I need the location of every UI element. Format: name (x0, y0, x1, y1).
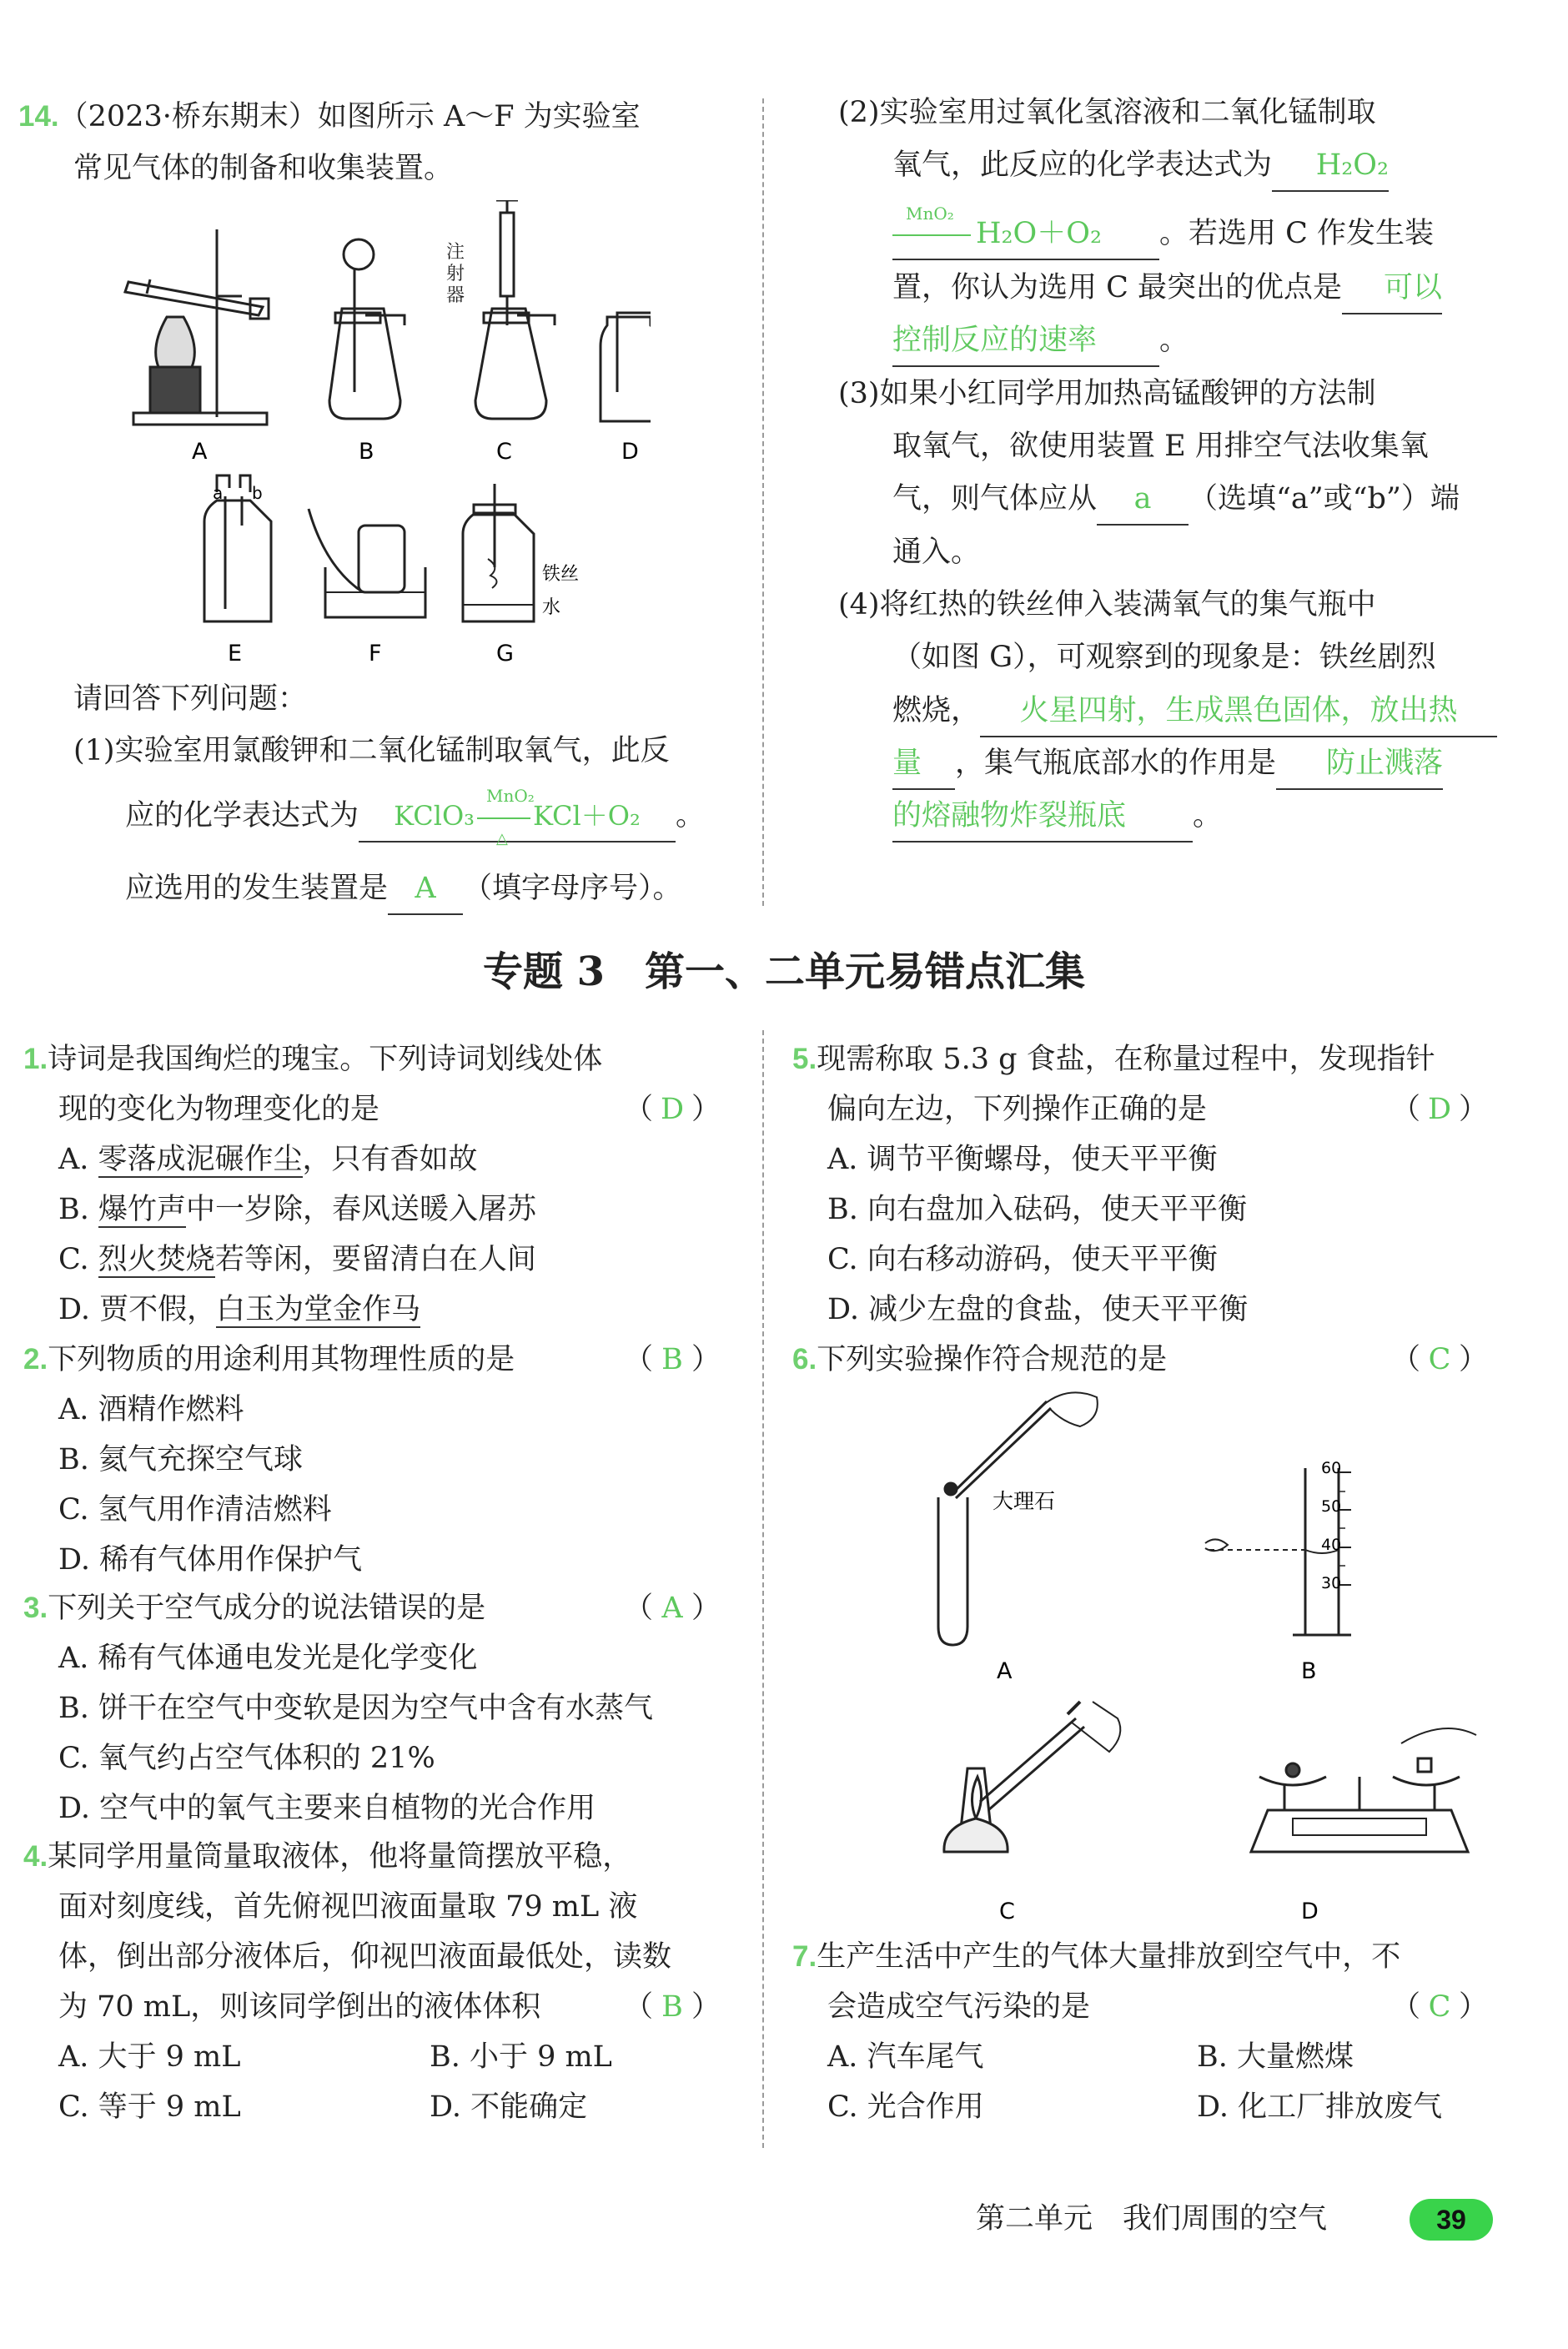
q6-operations-figure (901, 1385, 1501, 1927)
q14-part1-catalyst: MnO₂ (486, 786, 535, 806)
q14-part1-end: 。 (676, 799, 706, 832)
q1-option-c-underlined: 烈火焚烧 (98, 1243, 215, 1276)
q1-option-b-underlined: 爆竹声 (98, 1193, 186, 1226)
q6-label-marble: 大理石 (993, 1489, 1056, 1513)
q1-option-c (58, 1235, 536, 1285)
q5-stem-1 (792, 1034, 1435, 1084)
q5-stem-2: 偏向左边，下列操作正确的是 (827, 1093, 1208, 1126)
q14-label-e: E (228, 641, 243, 666)
q1-option-d (58, 1285, 420, 1335)
q14-part3-line3b: （选填“a”或“b”）端 (1189, 482, 1460, 516)
q6-tick-60: 60 (1321, 1459, 1342, 1477)
apparatus-a (125, 229, 269, 425)
q14-part4-line3 (892, 686, 1497, 737)
q3-number: 3. (23, 1592, 48, 1624)
q1-option-b-pre: B. (58, 1193, 98, 1226)
q6-number: 6. (792, 1343, 817, 1376)
q14-line1 (18, 92, 641, 142)
q5-option-a: A. 调节平衡螺母，使天平平衡 (827, 1143, 1218, 1176)
q14-part2-answer-b: H₂O＋O₂ (976, 217, 1102, 250)
q14-part1-heat: △ (496, 830, 508, 848)
q3-answer: A (661, 1592, 683, 1625)
q7-option-c: C. 光合作用 (827, 2090, 984, 2124)
q14-part1-answer2: A (388, 863, 463, 915)
q14-part2-answer-blank (892, 204, 1159, 260)
q1-option-a-post: ，只有香如故 (302, 1143, 478, 1176)
q14-part4-line4 (892, 738, 1443, 790)
q6-label-b: B (1301, 1658, 1317, 1684)
q1-option-b-post: 中一岁除，春风送暖入屠苏 (186, 1193, 537, 1226)
q14-part2-answer2a: 可以 (1342, 263, 1442, 314)
q6-fig-a (938, 1392, 1098, 1645)
q6-label-d: D (1301, 1899, 1319, 1924)
q1-option-a (58, 1134, 478, 1185)
q1-stem-1 (23, 1034, 602, 1084)
q6-tick-50: 50 (1321, 1497, 1342, 1516)
q4-stem-2: 面对刻度线，首先俯视凹液面量取 79 mL 液 (58, 1890, 638, 1924)
footer-title: 我们周围的空气 (1123, 2202, 1328, 2236)
q1-stem-2: 现的变化为物理变化的是 (58, 1093, 380, 1126)
q14-part4-line5 (892, 791, 1222, 843)
q2-option-c: C. 氢气用作清洁燃料 (58, 1493, 332, 1527)
q14-part4-line4a: ，集气瓶底部水的作用是 (955, 747, 1277, 780)
q1-option-d-pre: D. 贾不假， (58, 1293, 217, 1326)
q5-answer: D (1427, 1093, 1452, 1126)
q6-answer: C (1428, 1343, 1451, 1376)
q4-answer: B (661, 1990, 683, 2024)
q14-stem-1: （2023·桥东期末）如图所示 A～F 为实验室 (58, 100, 641, 133)
q14-part3-line4: 通入。 (892, 536, 981, 569)
q7-option-a: A. 汽车尾气 (827, 2040, 984, 2074)
q14-part1-line3b: （填字母序号）。 (463, 872, 682, 905)
q4-option-a: A. 大于 9 mL (58, 2040, 241, 2074)
q14-part3-answer: a (1097, 474, 1189, 526)
q4-stem-3: 体，倒出部分液体后，仰视凹液面最低处，读数 (58, 1940, 672, 1974)
q6-fig-d (1251, 1728, 1476, 1852)
q14-port-b: b (252, 483, 263, 503)
q14-part2-line5 (892, 315, 1189, 367)
q2-answer-bracket: （ B ） (624, 1335, 721, 1385)
q14-label-c: C (496, 439, 512, 465)
q7-option-b: B. 大量燃煤 (1197, 2040, 1354, 2074)
apparatus-c (475, 200, 555, 419)
q4-option-c: C. 等于 9 mL (58, 2090, 241, 2124)
q1-stem-text-1: 诗词是我国绚烂的瑰宝。下列诗词划线处体 (48, 1043, 603, 1076)
q2-option-d: D. 稀有气体用作保护气 (58, 1543, 363, 1577)
q14-part2-line4-text: 置，你认为选用 C 最突出的优点是 (892, 271, 1343, 304)
q7-stem-text-1: 生产生活中产生的气体大量排放到空气中，不 (817, 1940, 1401, 1974)
q14-label-g: G (496, 641, 514, 666)
q6-tick-30: 30 (1321, 1574, 1342, 1592)
q14-part2-line3 (892, 204, 1435, 260)
q14-part4-answer1a: 火星四射，生成黑色固体，放出热 (980, 686, 1497, 737)
q14-label-d: D (621, 439, 639, 465)
q14-label-b: B (359, 439, 374, 465)
q6-tick-40: 40 (1321, 1536, 1342, 1554)
q14-part3-line3a: 气，则气体应从 (892, 482, 1098, 516)
q2-answer: B (661, 1343, 683, 1376)
section-title: 专题 3 第一、二单元易错点汇集 (482, 948, 1086, 995)
q2-option-b: B. 氦气充探空气球 (58, 1443, 303, 1476)
q4-stem-1 (23, 1832, 631, 1882)
q3-option-b: B. 饼干在空气中变软是因为空气中含有水蒸气 (58, 1692, 653, 1725)
q7-answer-bracket: （ C ） (1391, 1982, 1488, 2032)
q14-part4-answer2a: 防止溅落 (1276, 738, 1443, 790)
q3-option-d: D. 空气中的氧气主要来自植物的光合作用 (58, 1792, 596, 1825)
q5-option-b: B. 向右盘加入砝码，使天平平衡 (827, 1193, 1247, 1226)
q14-part4-line2: （如图 G），可观察到的现象是：铁丝剧烈 (892, 641, 1436, 674)
q2-number: 2. (23, 1343, 48, 1376)
q1-answer-bracket: （ D ） (624, 1084, 721, 1134)
page-number-badge (1410, 2199, 1493, 2241)
q4-stem-4: 为 70 mL，则该同学倒出的液体体积 (58, 1990, 541, 2024)
q7-stem-1 (792, 1932, 1400, 1982)
q7-option-d: D. 化工厂排放废气 (1197, 2090, 1443, 2124)
q14-part2-answer2b: 控制反应的速率 (892, 315, 1159, 367)
column-divider-bottom (762, 1030, 764, 2148)
q6-stem (792, 1335, 1167, 1385)
q4-option-d: D. 不能确定 (430, 2090, 588, 2124)
q2-stem (23, 1335, 515, 1385)
q2-option-a: A. 酒精作燃料 (58, 1393, 244, 1426)
q14-part4-line1: (4)将红热的铁丝伸入装满氧气的集气瓶中 (838, 588, 1376, 621)
q7-number: 7. (792, 1940, 817, 1973)
q14-part1-line3 (125, 863, 682, 915)
q14-number: 14. (18, 100, 59, 133)
q1-option-b (58, 1185, 536, 1235)
column-divider-top (762, 98, 764, 906)
q5-answer-bracket: （ D ） (1391, 1084, 1488, 1134)
q14-prompt: 请回答下列问题： (73, 682, 308, 716)
q1-option-d-underlined: 白玉为堂金作马 (216, 1293, 421, 1326)
q5-number: 5. (792, 1043, 817, 1075)
q14-part2-catalyst: MnO₂ (906, 204, 954, 224)
q14-part2-end: 。 (1159, 324, 1189, 357)
q14-part2-answer-a: H₂O₂ (1272, 140, 1389, 192)
q7-stem-2: 会造成空气污染的是 (827, 1990, 1091, 2024)
q14-part1-answer-blank (359, 786, 676, 848)
q4-number: 4. (23, 1840, 48, 1873)
q14-part2-line1: (2)实验室用过氧化氢溶液和二氧化锰制取 (838, 96, 1376, 129)
q14-part2-line2 (892, 140, 1389, 192)
q14-part4-line3a: 燃烧， (892, 694, 981, 727)
apparatus-d (601, 313, 651, 421)
q14-label-f: F (369, 641, 382, 666)
q6-label-a: A (997, 1658, 1013, 1684)
q5-option-d: D. 减少左盘的食盐，使天平平衡 (827, 1293, 1249, 1326)
q14-part3-line3 (892, 474, 1460, 526)
q14-part4-end: 。 (1193, 799, 1223, 832)
q1-option-a-underlined: 零落成泥碾作尘 (98, 1143, 303, 1176)
footer-unit: 第二单元 (976, 2202, 1093, 2236)
apparatus-g (463, 484, 534, 621)
q14-label-syringe: 注射器 (446, 242, 465, 306)
q14-port-a: a (213, 483, 224, 503)
q14-part3-line2: 取氧气，欲使用装置 E 用排空气法收集氧 (892, 430, 1429, 463)
q14-part4-answer2b: 的熔融物炸裂瓶底 (892, 791, 1193, 843)
q14-part2-line3-text: 。若选用 C 作发生装 (1159, 217, 1435, 250)
q14-part1-line2 (125, 786, 706, 848)
q6-label-c: C (999, 1899, 1015, 1924)
q7-answer: C (1428, 1990, 1451, 2024)
apparatus-b (329, 239, 405, 419)
q4-answer-bracket: （ B ） (624, 1982, 721, 2032)
q1-option-c-post: 若等闲，要留清白在人间 (214, 1243, 536, 1276)
q14-stem-2: 常见气体的制备和收集装置。 (73, 152, 454, 185)
q14-part1-line3a: 应选用的发生装置是 (125, 872, 389, 905)
q14-part4-answer1b: 量 (892, 738, 955, 790)
q1-answer: D (660, 1093, 685, 1126)
q14-apparatus-figure (117, 200, 651, 676)
q3-stem-text: 下列关于空气成分的说法错误的是 (48, 1592, 486, 1625)
q14-label-water: 水 (542, 597, 561, 618)
q2-stem-text: 下列物质的用途利用其物理性质的是 (48, 1343, 515, 1376)
q5-stem-text-1: 现需称取 5.3 g 食盐，在称量过程中，发现指针 (817, 1043, 1435, 1076)
q1-number: 1. (23, 1043, 48, 1075)
q3-stem (23, 1583, 485, 1633)
q14-part1-line2-text: 应的化学表达式为 (125, 799, 359, 832)
page-number: 39 (1436, 2205, 1466, 2235)
q14-part3-line1: (3)如果小红同学用加热高锰酸钾的方法制 (838, 377, 1376, 410)
q4-stem-text-1: 某同学用量筒量取液体，他将量筒摆放平稳， (48, 1840, 632, 1874)
q14-label-a: A (192, 439, 208, 465)
q14-part2-line2-text: 氧气，此反应的化学表达式为 (892, 148, 1273, 182)
footer (976, 2194, 1327, 2244)
apparatus-f (309, 509, 425, 617)
q14-label-wire: 铁丝 (542, 564, 580, 585)
q5-option-c: C. 向右移动游码，使天平平衡 (827, 1243, 1218, 1276)
q1-option-a-pre: A. (58, 1143, 98, 1176)
q1-option-c-pre: C. (58, 1243, 98, 1276)
q14-part1-answer-right: KCl＋O₂ (533, 800, 641, 832)
q14-part1-answer-left: KClO₃ (394, 800, 475, 832)
q3-option-c: C. 氧气约占空气体积的 21% (58, 1742, 435, 1775)
q14-part2-line4 (892, 263, 1442, 314)
q6-answer-bracket: （ C ） (1391, 1335, 1488, 1385)
q3-option-a: A. 稀有气体通电发光是化学变化 (58, 1642, 478, 1675)
q6-stem-text: 下列实验操作符合规范的是 (817, 1343, 1168, 1376)
q3-answer-bracket: （ A ） (624, 1583, 721, 1633)
q6-fig-c (944, 1702, 1120, 1852)
q4-option-b: B. 小于 9 mL (430, 2040, 612, 2074)
q14-part1-line1: (1)实验室用氯酸钾和二氧化锰制取氧气，此反 (73, 734, 670, 767)
